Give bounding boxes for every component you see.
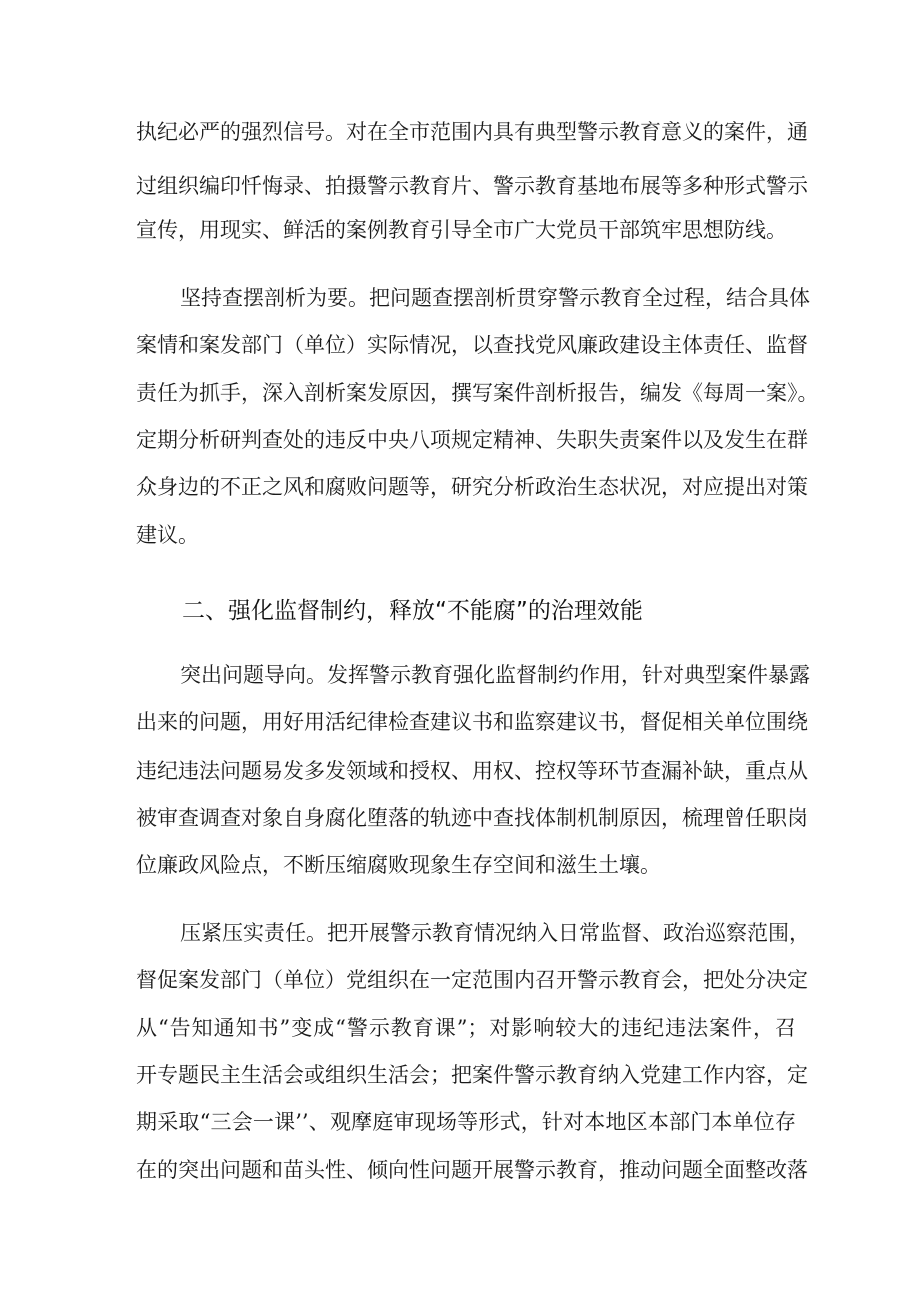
paragraph-line: 从“告知通知书”变成“警示教育课”；对影响较大的违纪违法案件，召 bbox=[136, 1016, 796, 1040]
paragraph-line: 宣传，用现实、鲜活的案例教育引导全市广大党员干部筑牢思想防线。 bbox=[136, 218, 787, 242]
section-heading: 二、强化监督制约，释放“不能腐”的治理效能 bbox=[182, 598, 643, 624]
paragraph-line: 开专题民主生活会或组织生活会；把案件警示教育纳入党建工作内容，定 bbox=[136, 1063, 808, 1087]
paragraph-line: 过组织编印忏悔录、拍摄警示教育片、警示教育基地布展等多种形式警示 bbox=[136, 174, 808, 198]
paragraph-line: 责任为抓手，深入剖析案发原因，撰写案件剖析报告，编发《每周一案》。 bbox=[136, 381, 819, 405]
paragraph-line: 位廉政风险点，不断压缩腐败现象生存空间和滋生土壤。 bbox=[136, 853, 661, 877]
paragraph-line: 出来的问题，用好用活纪律检查建议书和监察建议书，督促相关单位围绕 bbox=[136, 710, 808, 734]
paragraph-line: 在的突出问题和苗头性、倾向性问题开展警示教育，推动问题全面整改落 bbox=[136, 1158, 808, 1182]
paragraph-line: 违纪违法问题易发多发领域和授权、用权、控权等环节查漏补缺，重点从 bbox=[136, 759, 808, 783]
paragraph-line: 坚持查摆剖析为要。把问题查摆剖析贯穿警示教育全过程，结合具体 bbox=[180, 286, 810, 310]
paragraph-line: 突出问题导向。发挥警示教育强化监督制约作用，针对典型案件暴露 bbox=[180, 663, 810, 687]
paragraph-line: 案情和案发部门（单位）实际情况，以查找党风廉政建设主体责任、监督 bbox=[136, 333, 808, 357]
paragraph-line: 督促案发部门（单位）党组织在一定范围内召开警示教育会，把处分决定 bbox=[136, 968, 808, 992]
paragraph-line: 执纪必严的强烈信号。对在全市范围内具有典型警示教育意义的案件，通 bbox=[136, 120, 808, 144]
paragraph-line: 众身边的不正之风和腐败问题等，研究分析政治生态状况，对应提出对策 bbox=[136, 475, 808, 499]
paragraph-line: 期采取“三会一课’’、观摩庭审现场等形式，针对本地区本部门本单位存 bbox=[136, 1110, 796, 1134]
paragraph-line: 建议。 bbox=[136, 523, 199, 547]
paragraph-line: 定期分析研判查处的违反中央八项规定精神、失职失责案件以及发生在群 bbox=[136, 428, 808, 452]
paragraph-line: 被审查调查对象自身腐化堕落的轨迹中查找体制机制原因，梳理曾任职岗 bbox=[136, 806, 808, 830]
paragraph-line: 压紧压实责任。把开展警示教育情况纳入日常监督、政治巡察范围， bbox=[180, 921, 810, 945]
